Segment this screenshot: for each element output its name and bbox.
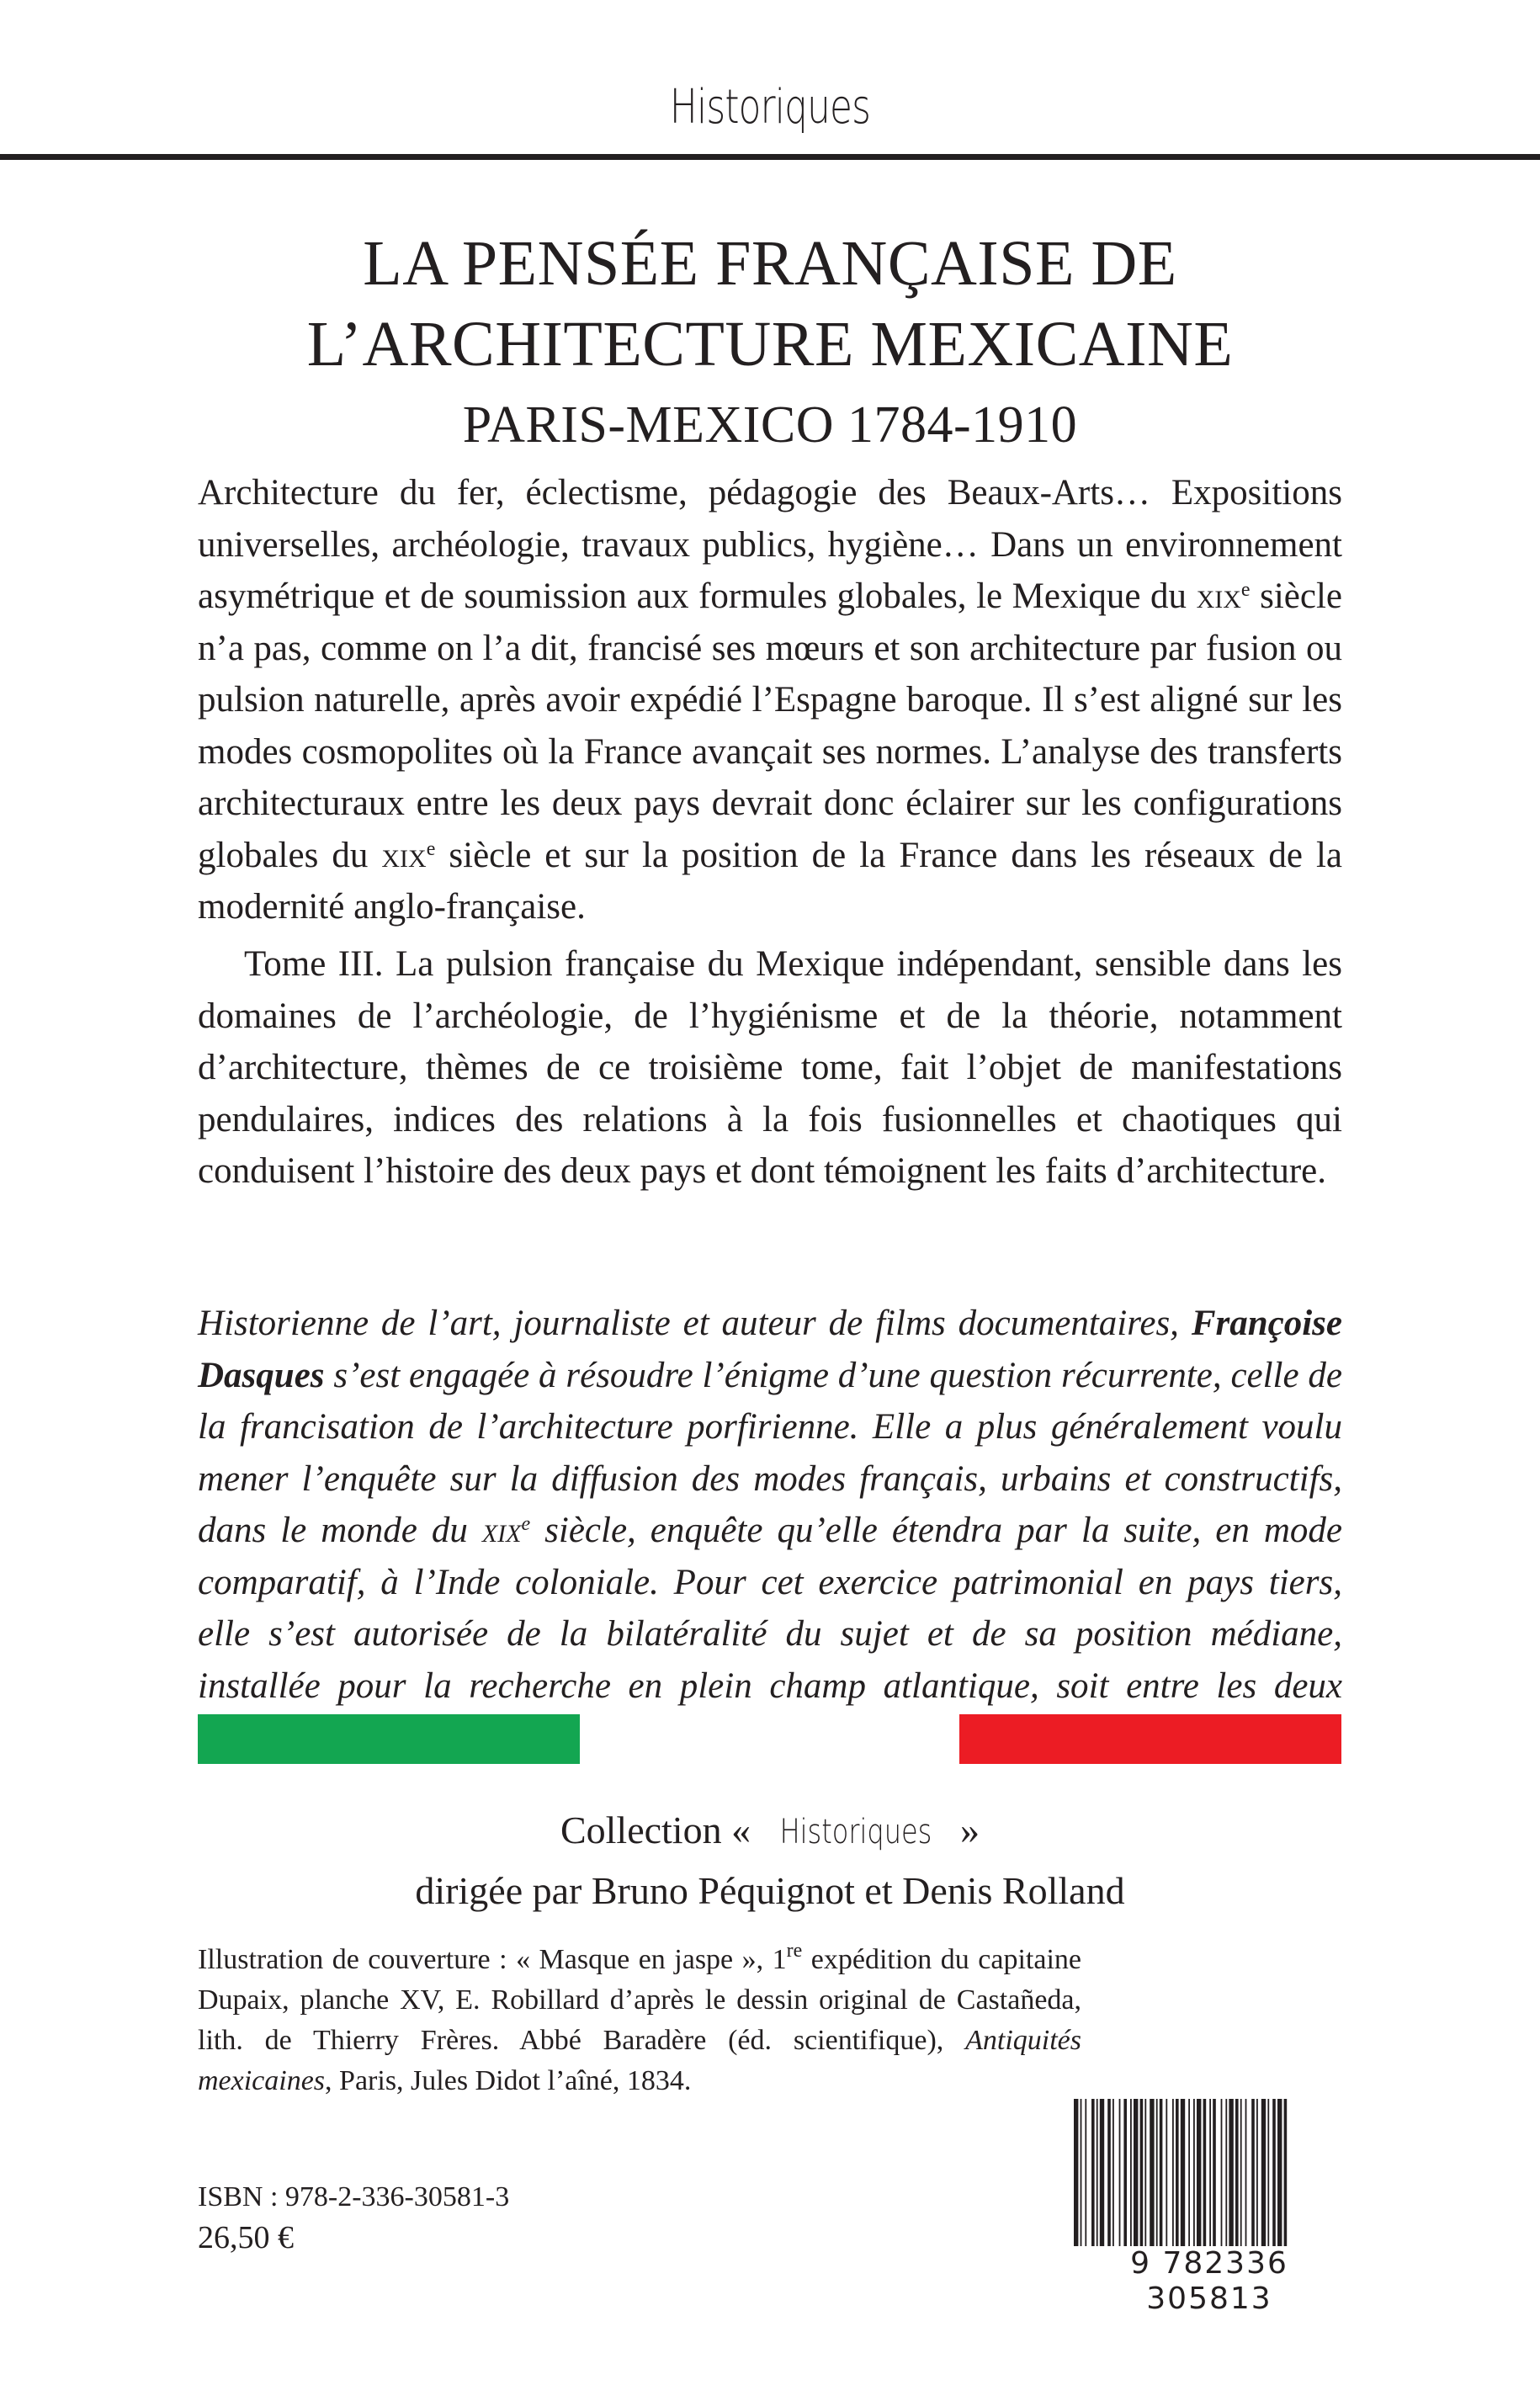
collection-editors: dirigée par Bruno Péquignot et Denis Rolland	[415, 1869, 1125, 1912]
barcode-bar	[1272, 2099, 1276, 2246]
barcode-bar	[1166, 2099, 1167, 2246]
barcode-bar	[1091, 2099, 1095, 2246]
header-rule	[0, 154, 1540, 160]
barcode-bar	[1193, 2099, 1195, 2246]
author-bio: Historienne de l’art, journaliste et auteur de films documentaires, Françoise Dasques s’est engagée à résoudre l’énigme d’une question récurrente, celle de la francisation de l’architecture porfirienne. Elle a plus généralement voulu mener l’enquête sur la diffusion des modes français, urbains et constructifs, dans le monde du xix$^e$ siècle, enquête qu’elle étendra par la suite, en mode comparatif, à l’Inde coloniale. Pour cet exercice patrimonial en pays tiers, elle s’est autorisée de la bilatéralité du sujet et de sa position médiane, installée pour la recherche en plein champ atlantique, soit entre les deux	[198, 1304, 1342, 1706]
blurb-paragraph-2: Tome III. La pulsion française du Mexique indépendant, sensible dans les domaines de l’archéologie, de l’hygiénisme et de la théorie, notamment d’architecture, thèmes de ce troisième tome, fait l’objet de manifestations pendulaires, indices des relations à la fois fusionnelles et chaotiques qui conduisent l’histoire des deux pays et dont témoignent les faits d’architecture.	[198, 944, 1342, 1191]
barcode-bar	[1119, 2099, 1121, 2246]
barcode-bar	[1240, 2099, 1242, 2246]
author-name: Françoise Dasques	[198, 1304, 1342, 1395]
collection-series-logo: Historiques	[779, 1813, 932, 1851]
collection-line: Collection « Historiques »	[0, 1801, 1540, 1862]
cover-illustration-credit: Illustration de couverture : « Masque en jaspe », 1re expédition du capitaine Dupaix, planche XV, E. Robillard d’après le dessin original de Castañeda, lith. de Thierry Frères. Abbé Baradère (éd. scientifique), Antiquités mexicaines, Paris, Jules Didot l’aîné, 1834.	[198, 1940, 1081, 2096]
price: 26,50 €	[198, 2220, 294, 2255]
barcode-bar	[1085, 2099, 1086, 2246]
barcode-bar	[1160, 2099, 1163, 2246]
barcode-bar	[1277, 2099, 1282, 2246]
flag-band-red	[959, 1714, 1341, 1764]
barcode-bar	[1130, 2099, 1132, 2246]
book-subtitle: PARIS-MEXICO 1784-1910	[462, 396, 1078, 454]
barcode-bar	[1140, 2099, 1144, 2246]
barcode-bar	[1284, 2099, 1288, 2246]
barcode-bar	[1097, 2099, 1098, 2246]
barcode-bar	[1156, 2099, 1158, 2246]
collection-info	[0, 1801, 1540, 1920]
title-block	[0, 223, 1540, 465]
blurb-paragraph-1: Architecture du fer, éclectisme, pédagogie des Beaux-Arts… Expositions universelles, archéologie, travaux publics, hygiène… Dans un environnement asymétrique et de soumission aux formules globales, le Mexique du xix$^e$ siècle n’a pas, comme on l’a dit, francisé ses mœurs et son architecture par fusion ou pulsion naturelle, après avoir expédié l’Espagne baroque. Il s’est aligné sur les modes cosmopolites où la France avançait ses normes. L’analyse des transferts architecturaux entre les deux pays devrait donc éclairer sur les configurations globales du xix$^e$ siècle et sur la position de la France dans les réseaux de la modernité anglo-française.	[198, 473, 1342, 927]
barcode-bar	[1074, 2099, 1078, 2246]
barcode-bar	[1176, 2099, 1179, 2246]
barcode-digits: 9 782336 305813	[1074, 2246, 1345, 2317]
barcode-bar	[1221, 2099, 1223, 2246]
barcode-bar	[1251, 2099, 1255, 2246]
barcode-bar	[1229, 2099, 1233, 2246]
barcode-bar	[1172, 2099, 1174, 2246]
isbn: ISBN : 978-2-336-30581-3	[198, 2181, 510, 2212]
barcode-bar	[1256, 2099, 1258, 2246]
barcode-bar	[1261, 2099, 1266, 2246]
barcode-bar	[1081, 2099, 1082, 2246]
barcode-bar	[1213, 2099, 1216, 2246]
barcode-bar	[1181, 2099, 1185, 2246]
barcode-bar	[1209, 2099, 1211, 2246]
barcode-bar	[1113, 2099, 1114, 2246]
barcode-bar	[1134, 2099, 1138, 2246]
barcode-bar	[1203, 2099, 1207, 2246]
barcode-bar	[1150, 2099, 1154, 2246]
barcode-bar	[1197, 2099, 1201, 2246]
barcode-bar	[1144, 2099, 1146, 2246]
barcode-bar	[1225, 2099, 1227, 2246]
barcode-bar	[1107, 2099, 1111, 2246]
barcode-bar	[1245, 2099, 1247, 2246]
barcode-bar	[1123, 2099, 1127, 2246]
barcode-bar	[1100, 2099, 1104, 2246]
flag-band-green	[198, 1714, 580, 1764]
barcode-bar	[1235, 2099, 1239, 2246]
book-title-line-1: LA PENSÉE FRANÇAISE DE	[363, 228, 1177, 299]
barcode-bar	[1188, 2099, 1190, 2246]
book-title-line-2: L’ARCHITECTURE MEXICAINE	[306, 309, 1234, 380]
barcode-bar	[1267, 2099, 1269, 2246]
series-logo: Historiques	[669, 80, 871, 135]
